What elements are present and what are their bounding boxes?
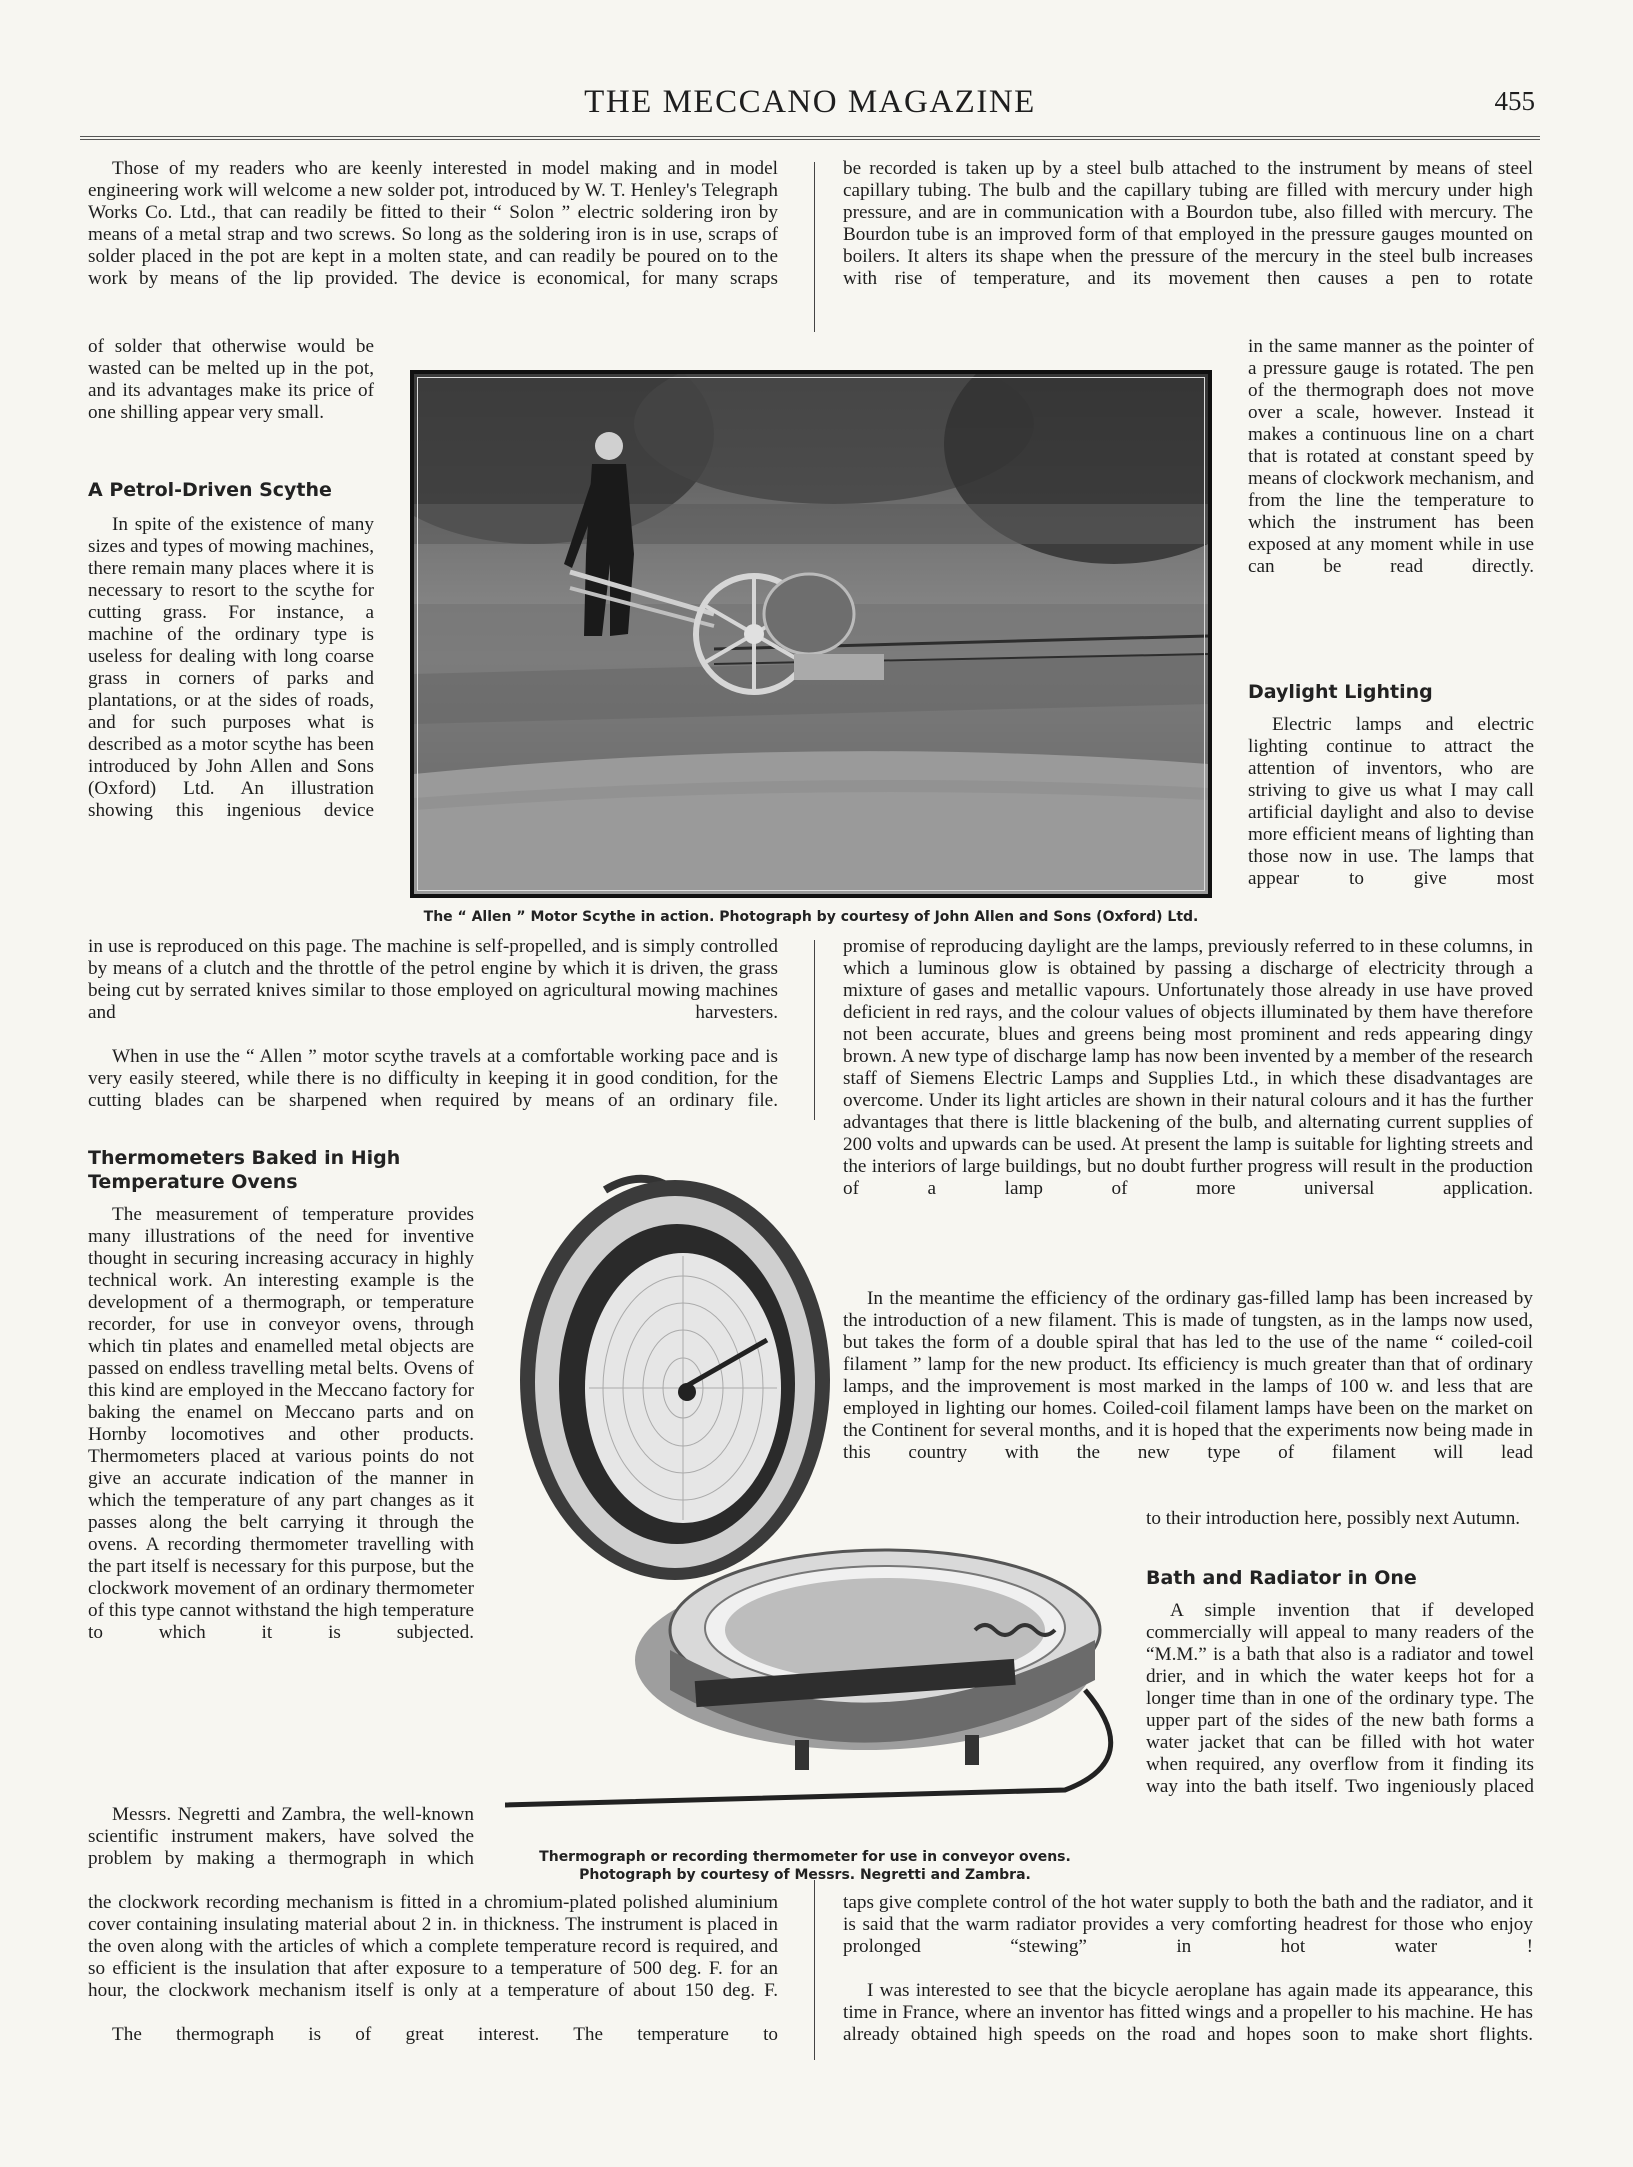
- thermograph-paragraph-narrow: in the same manner as the pointer of a pressure gauge is rotated. The pen of the thermograph does not move over a scale, however. Instead it makes a continuous line on a chart that is rotated at constant speed by means of clockwork mechanism, and from the line the temperature to which the instrument has been exposed at any moment while in use can be read directly.: [1248, 336, 1534, 577]
- page-number: 455: [1494, 86, 1535, 116]
- heading-thermometers: Thermometers Baked in High Temperature Ovens: [88, 1147, 401, 1193]
- daylight-paragraph: Electric lamps and electric lighting continue to attract the attention of inventors, who are striving to give us what I may call artificial daylight and also to devise more efficient means of lighting than those now in use. The lamps that appear to give most: [1248, 714, 1534, 889]
- motor-scythe-photo: [410, 370, 1212, 898]
- magazine-title: THE MECCANO MAGAZINE: [584, 84, 1036, 120]
- thermograph-caption-line-2: Photograph by courtesy of Messrs. Negretti and Zambra.: [579, 1867, 1031, 1883]
- negretti-paragraph-continued: the clockwork recording mechanism is fitted in a chromium-plated polished aluminium cover containing insulating material about 2 in. in thickness. The instrument is placed in the oven along with the articles of which a complete temperature record is required, and so efficient is the insulation that after exposure to a temperature of 500 deg. F. for an hour, the clockwork mechanism itself is only at a temperature of about 150 deg. F.: [88, 1892, 778, 2001]
- thermometers-paragraph: The measurement of temperature provides many illustrations of the need for inventive thought in securing increasing accuracy in highly technical work. An interesting example is the development of a thermograph, or temperature recorder, for use in conveyor ovens, through which tin plates and enamelled metal objects are passed on endless travelling metal belts. Ovens of this kind are employed in the Meccano factory for baking the enamel on Meccano parts and on Hornby locomotives and other products. Thermometers placed at various points do not give an accurate indication of the manner in which the temperature of any part changes as it passes along the belt carrying it through the ovens. A recording thermometer travelling with the part itself is necessary for this purpose, but the clockwork movement of an ordinary thermometer of this type cannot withstand the high temperature to which it is subjected.: [88, 1204, 474, 1643]
- heading-bath-radiator: Bath and Radiator in One: [1146, 1567, 1417, 1589]
- column-divider-bottom: [814, 1880, 815, 2060]
- bath-paragraph: A simple invention that if developed commercially will appeal to many readers of the “M.M.” is a bath that also is a radiator and towel drier, and in which the water keeps hot for a longer time than in one of the ordinary type. The upper part of the sides of the new bath forms a water jacket that can be filled with hot water when required, any overflow from it finding its way into the bath itself. Two ingeniously placed: [1146, 1600, 1534, 1797]
- bath-paragraph-continued: taps give complete control of the hot water supply to both the bath and the radiator, and it is said that the warm radiator provides a very comforting headrest for those who enjoy prolonged “stewing” in hot water !: [843, 1892, 1533, 1957]
- photo-inner-border: [417, 377, 1205, 891]
- header-rule: [80, 136, 1540, 140]
- thermograph-caption-line-1: Thermograph or recording thermometer for use in conveyor ovens.: [539, 1849, 1071, 1865]
- scythe-paragraph: In spite of the existence of many sizes and types of mowing machines, there remain many places where it is necessary to resort to the scythe for cutting grass. For instance, a machine of the ordinary type is useless for dealing with long coarse grass in corners of parks and plantations, or at the sides of roads, and for such purposes what is described as a motor scythe has been introduced by John Allen and Sons (Oxford) Ltd. An illustration showing this ingenious device: [88, 514, 374, 821]
- negretti-paragraph: Messrs. Negretti and Zambra, the well-known scientific instrument makers, have solved the problem by making a thermograph in which: [88, 1804, 474, 1869]
- column-divider-middle: [814, 940, 815, 1120]
- thermograph-paragraph-continued: be recorded is taken up by a steel bulb attached to the instrument by means of steel capillary tubing. The bulb and the capillary tubing are filled with mercury under high pressure, and are in communication with a Bourdon tube, also filled with mercury. The Bourdon tube is an improved form of that employed in the pressure gauges mounted on boilers. It alters its shape when the pressure of the mercury in the steel bulb increases with rise of temperature, and its movement then causes a pen to rotate: [843, 158, 1533, 289]
- heading-petrol-scythe: A Petrol-Driven Scythe: [88, 479, 332, 501]
- aeroplane-paragraph: I was interested to see that the bicycle aeroplane has again made its appearance, this time in France, where an inventor has fitted wings and a propeller to his machine. He has already obtained high speeds on the road and hopes soon to make short flights.: [843, 1980, 1533, 2045]
- scythe-paragraph-continued: in use is reproduced on this page. The machine is self-propelled, and is simply controlled by means of a clutch and the throttle of the petrol engine by which it is driven, the grass being cut by serrated knives similar to those employed on agricultural mowing machines and harvesters.: [88, 936, 778, 1023]
- filament-paragraph-end: to their introduction here, possibly next Autumn.: [1146, 1508, 1521, 1529]
- solder-pot-paragraph-continued: of solder that otherwise would be wasted can be melted up in the pot, and its advantages make its price of one shilling appear very small.: [88, 336, 374, 423]
- filament-paragraph: In the meantime the efficiency of the ordinary gas-filled lamp has been increased by the introduction of a new filament. This is made of tungsten, as in the lamps now used, but takes the form of a double spiral that has led to the use of the name “ coiled-coil filament ” lamp for the new product. Its efficiency is much greater than that of ordinary lamps, and the improvement is most marked in the lamps of 100 w. and less that are employed in lighting our homes. Coiled-coil filament lamps have been on the market on the Continent for several months, and it is hoped that the experiments now being made in this country with the new type of filament will lead: [843, 1288, 1533, 1463]
- motor-scythe-caption: The “ Allen ” Motor Scythe in action. Photograph by courtesy of John Allen and Sons (Oxford) Ltd.: [423, 909, 1199, 925]
- thermograph-illustration: [505, 1160, 1140, 1820]
- solder-pot-paragraph: Those of my readers who are keenly interested in model making and in model engineering work will welcome a new solder pot, introduced by W. T. Henley's Telegraph Works Co. Ltd., that can readily be fitted to their “ Solon ” electric soldering iron by means of a metal strap and two screws. So long as the soldering iron is in use, scraps of solder placed in the pot are kept in a molten state, and can readily be poured on to the work by means of the lip provided. The device is economical, for many scraps: [88, 158, 778, 289]
- column-divider-top: [814, 162, 815, 332]
- daylight-paragraph-continued: promise of reproducing daylight are the lamps, previously referred to in these columns, in which a luminous glow is obtained by passing a discharge of electricity through a mixture of gases and metallic vapours. Unfortunately those already in use have proved deficient in red rays, and the colour values of objects illuminated by them have therefore not been accurate, blues and greens being most prominent and reds appearing dingy brown. A new type of discharge lamp has now been invented by a member of the research staff of Siemens Electric Lamps and Supplies Ltd., in which these disadvantages are overcome. Under its light articles are shown in their natural colours and it has the further advantages that there is little blackening of the bulb, and alternating current supplies of 200 volts and upwards can be used. At present the lamp is suitable for lighting streets and the interiors of large buildings, but no doubt further progress will result in the production of a lamp of more universal application.: [843, 936, 1533, 1199]
- scythe-paragraph-2: When in use the “ Allen ” motor scythe travels at a comfortable working pace and is very easily steered, while there is no difficulty in keeping it in good condition, for the cutting blades can be sharpened when required by means of an ordinary file.: [88, 1046, 778, 1111]
- thermograph-paragraph-start: The thermograph is of great interest. The temperature to: [112, 2024, 778, 2045]
- heading-daylight-lighting: Daylight Lighting: [1248, 681, 1433, 703]
- page-header: [80, 84, 1540, 134]
